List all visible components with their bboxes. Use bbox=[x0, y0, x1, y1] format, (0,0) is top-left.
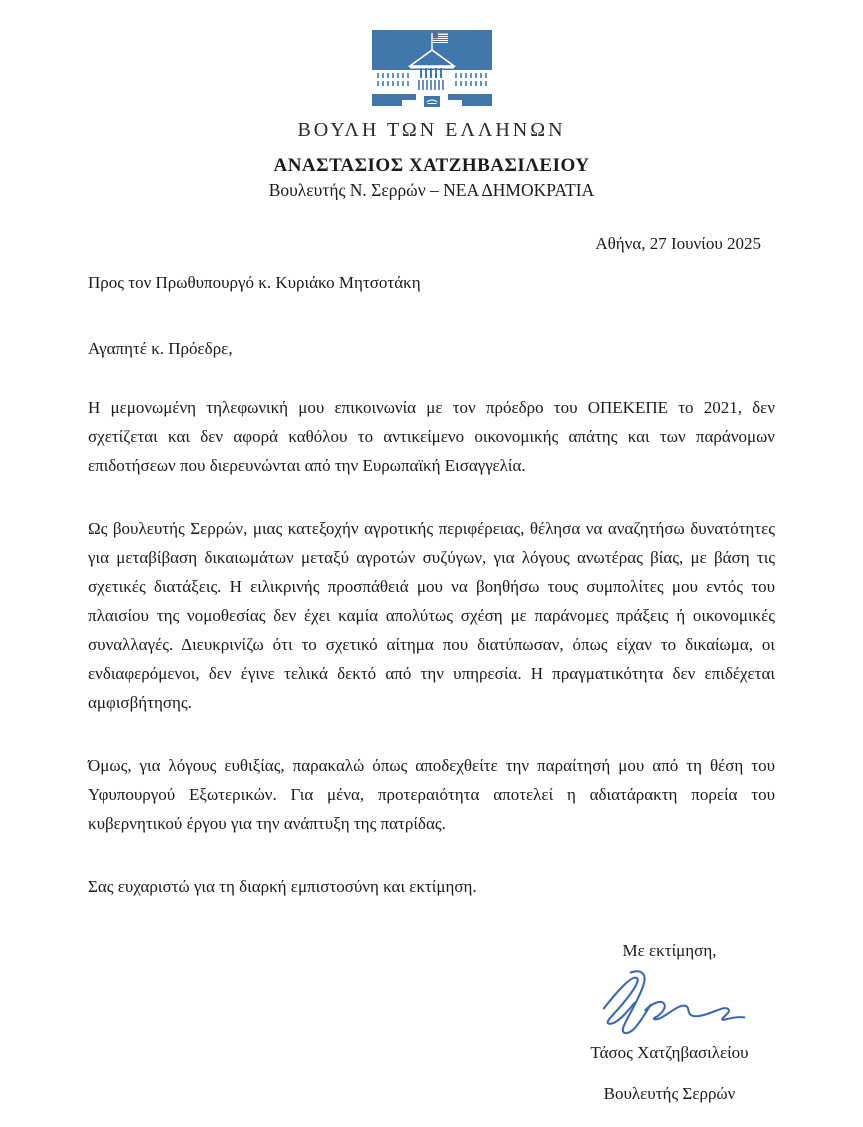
closing-phrase: Με εκτίμηση, bbox=[622, 941, 717, 960]
hellenic-parliament-emblem bbox=[88, 30, 775, 110]
parliament-building-icon bbox=[372, 30, 492, 110]
signatory-name: Τάσος Χατζηβασιλείου bbox=[590, 1043, 749, 1062]
signature-scribble-icon bbox=[584, 967, 756, 1039]
letterhead bbox=[88, 30, 775, 201]
letter-paragraph: Η μεμονωμένη τηλεφωνική μου επικοινωνία με τον πρόεδρο του ΟΠΕΚΕΠΕ το 2021, δεν σχετίζεται και δεν αφορά καθόλου το αντικείμενο οικονομικής απάτης και των παράνομων επιδοτήσεων που διερευνώνται από την Ευρωπαϊκή Εισαγγελία. bbox=[88, 398, 775, 475]
handwritten-signature bbox=[562, 967, 777, 1039]
letter-paragraph: Όμως, για λόγους ευθιξίας, παρακαλώ όπως αποδεχθείτε την παραίτησή μου από τη θέση του Υφυπουργού Εξωτερικών. Για μένα, προτεραιότητα αποτελεί η αδιατάρακτη πορεία του κυβερνητικού έργου για την ανάπτυξη της πατρίδας. bbox=[88, 756, 775, 833]
salutation: Αγαπητέ κ. Πρόεδρε, bbox=[88, 339, 233, 358]
sender-name: ΑΝΑΣΤΑΣΙΟΣ ΧΑΤΖΗΒΑΣΙΛΕΙΟΥ bbox=[273, 155, 590, 176]
letter-paragraph: Σας ευχαριστώ για τη διαρκή εμπιστοσύνη και εκτίμηση. bbox=[88, 877, 477, 896]
recipient-line: Προς τον Πρωθυπουργό κ. Κυριάκο Μητσοτάκη bbox=[88, 273, 421, 292]
sender-title: Βουλευτής Ν. Σερρών – ΝΕΑ ΔΗΜΟΚΡΑΤΙΑ bbox=[268, 180, 595, 200]
signatory-title: Βουλευτής Σερρών bbox=[603, 1084, 736, 1103]
dateline: Αθήνα, 27 Ιουνίου 2025 bbox=[595, 234, 761, 253]
institution-name: ΒΟΥΛΗ ΤΩΝ ΕΛΛΗΝΩΝ bbox=[297, 119, 566, 141]
closing-block bbox=[562, 941, 777, 1104]
letter-paragraph: Ως βουλευτής Σερρών, μιας κατεξοχήν αγροτικής περιφέρειας, θέλησα να αναζητήσω δυνατότητες για μεταβίβαση δικαιωμάτων μεταξύ αγροτών συζύγων, για λόγους ανωτέρας βίας, με βάση τις σχετικές διατάξεις. Η ειλικρινής προσπάθειά μου να βοηθήσω τους συμπολίτες μου εντός του πλαισίου της νομοθεσίας δεν έχει καμία απολύτως σχέση με παράνομες πράξεις ή οικονομικές συναλλαγές. Διευκρινίζω ότι το σχετικό αίτημα που διατύπωσαν, όπως είχαν το δικαίωμα, οι ενδιαφερόμενοι, δεν έγινε τελικά δεκτό από την υπηρεσία. Η πραγματικότητα δεν επιδέχεται αμφισβήτησης. bbox=[88, 519, 775, 712]
letter-body bbox=[88, 234, 775, 1104]
